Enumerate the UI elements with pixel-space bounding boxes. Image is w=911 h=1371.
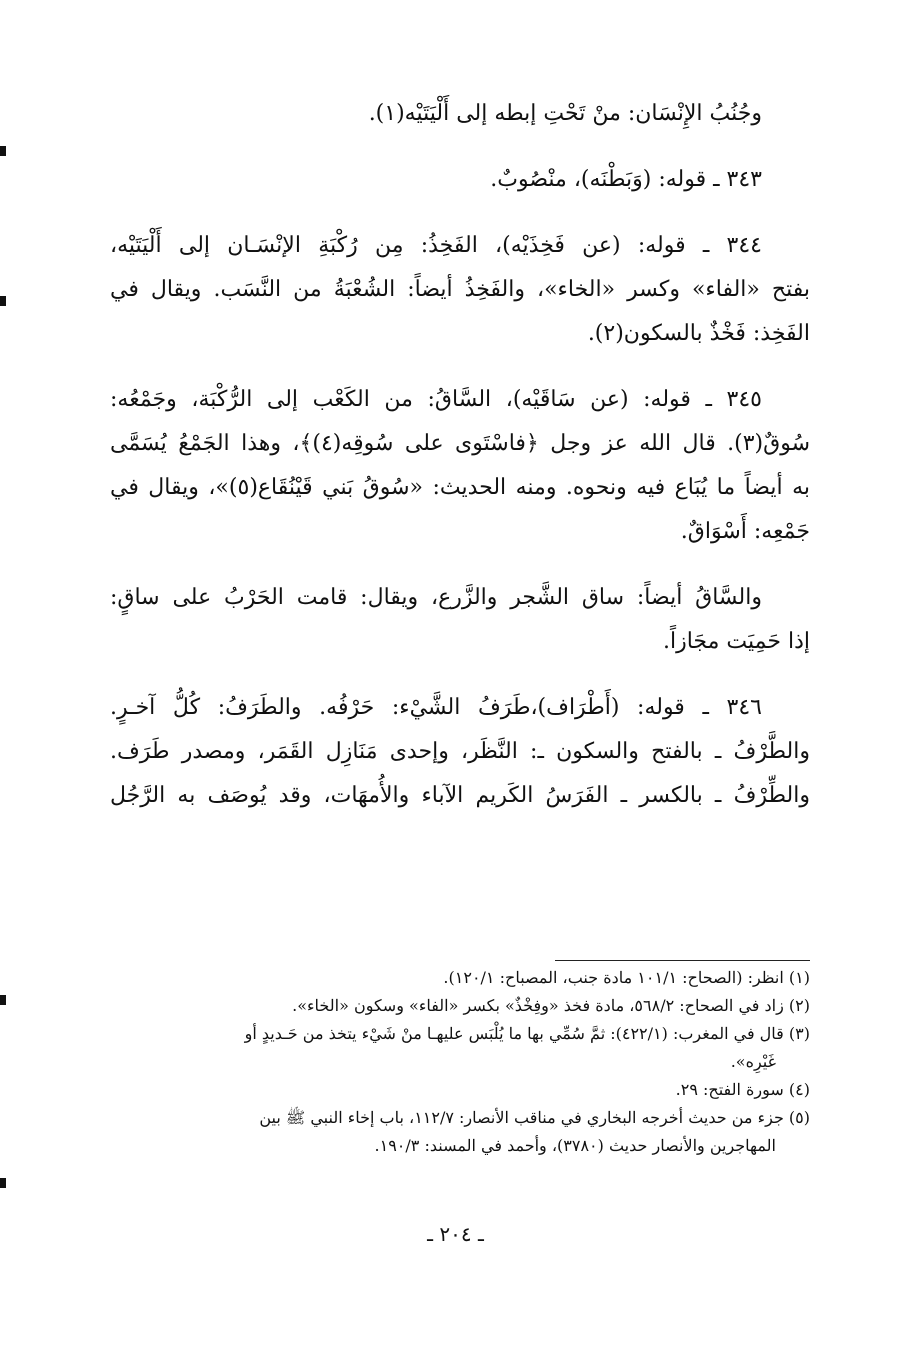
paragraph-345 (110, 378, 810, 554)
footnote-3-continued: غَيْرِه». (730, 1052, 776, 1071)
footnotes (110, 964, 810, 1160)
paragraph-1 (110, 92, 810, 136)
text-line: والطِّرْفُ ـ بالكسر ـ الفَرَسُ الكَريم الآباء والأُمهَات، وقد يُوصَف به الرَّجُل (110, 783, 810, 808)
text-line: به أيضاً ما يُبَاع فيه ونحوه. ومنه الحديث: «سُوقُ بَني قَيْنُقَاع(٥)»، ويقال في (110, 475, 810, 500)
text-line: والسَّاقُ أيضاً: ساق الشَّجر والزَّرع، ويقال: قامت الحَرْبُ على ساقٍ: (110, 585, 762, 610)
footnote-1: (١) انظر: (الصحاح: ١٠١/١ مادة جنب، المصباح: ١٢٠/١). (443, 968, 810, 987)
text-line: ٣٤٤ ـ قوله: (عن فَخِذَيْه)، الفَخِذُ: مِن رُكْبَةِ الإنْسَـان إلى أَلْيَتَيْه، (110, 233, 762, 258)
text-line: بفتح «الفاء» وكسر «الخاء»، والفَخِذُ أيضاً: الشُعْبَةُ من النَّسَب. ويقال في (110, 277, 810, 302)
scan-edge-mark (0, 296, 6, 306)
scan-edge-mark (0, 1178, 6, 1188)
footnote-divider (555, 960, 810, 961)
paragraph-saq (110, 576, 810, 664)
footnote-5: (٥) جزء من حديث أخرجه البخاري في مناقب الأنصار: ١١٢/٧، باب إخاء النبي ﷺ بين (259, 1108, 810, 1127)
text-line: إذا حَمِيَت مجَازاً. (663, 629, 810, 654)
page-number: ـ ٢٠٤ ـ (427, 1222, 484, 1246)
footnote-4: (٤) سورة الفتح: ٢٩. (675, 1080, 810, 1099)
text-line: ٣٤٥ ـ قوله: (عن سَاقَيْه)، السَّاقُ: من الكَعْب إلى الرُّكْبَة، وجَمْعُه: (110, 387, 762, 412)
text-line: وجُنُبُ الإِنْسَان: منْ تَحْتِ إبطه إلى أَلْيَتَيْه(١). (368, 101, 762, 126)
scan-edge-mark (0, 146, 6, 156)
text-line: والطَّرْفُ ـ بالفتح والسكون ـ: النَّظَر، وإحدى مَنَازِل القَمَر، ومصدر طَرَف. (110, 739, 810, 764)
paragraph-343 (110, 158, 810, 202)
footnote-5-continued: المهاجرين والأنصار حديث (٣٧٨٠)، وأحمد في المسند: ١٩٠/٣. (374, 1136, 776, 1155)
text-line: ٣٤٦ ـ قوله: (أَطْرَاف)،طَرَفُ الشَّيْء: حَرْفُه. والطَرَفُ: كُلُّ آخـرٍ. (110, 695, 762, 720)
footnote-2: (٢) زاد في الصحاح: ٥٦٨/٢، مادة فخذ «وفِخْذٌ» بكسر «الفاء» وسكون «الخاء». (292, 996, 810, 1015)
paragraph-344 (110, 224, 810, 356)
text-line: جَمْعِه: أَسْوَاقٌ. (680, 519, 810, 544)
footnote-3: (٣) قال في المغرب: (٤٢٢/١): ثمَّ سُمِّي بها ما يُلْبَس عليهـا منْ شَيْء يتخذ من حَـديدٍ أو (244, 1024, 810, 1043)
text-line: ٣٤٣ ـ قوله: (وَبَطْنَه)، منْصُوبٌ. (490, 167, 762, 192)
scan-edge-mark (0, 995, 6, 1005)
paragraph-346 (110, 686, 810, 818)
main-text (110, 92, 810, 840)
text-line: سُوقٌ(٣). قال الله عز وجل ﴿فاسْتَوى على سُوقِه(٤)﴾، وهذا الجَمْعُ يُسَمَّى (110, 431, 810, 456)
text-line: الفَخِذ: فَخْذٌ بالسكون(٢). (587, 321, 810, 346)
